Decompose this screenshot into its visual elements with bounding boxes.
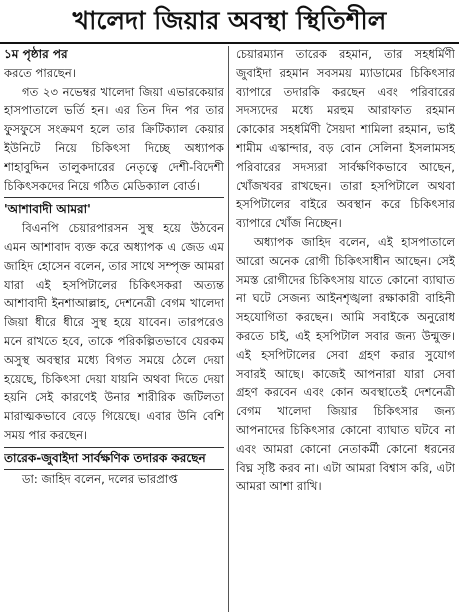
- article-paragraph: ডা: জাহিদ বলেন, দলের ভারপ্রাপ্ত: [22, 471, 178, 486]
- article-paragraph: বিএনপি চেয়ারপারসন সুস্থ হয়ে উঠবেন এমন আশাবাদ ব্যক্ত করে অধ্যাপক এ জেড এম জাহিদ হোসেন বলেন, তার সাথে সম্পৃক্ত আমরা যারা এই হসপিটালের চিকিৎসকরা অত্যন্ত আশাবাদী ইনশাআল্লাহ, দেশনেত্রী বেগম খালেদা জিয়া ধীরে ধীরে সুস্থ হয়ে যাবেন। তারপরেও মনে রাখতে হবে, তাকে পরিকল্পিতভাবে যেরকম অসুস্থ অবস্থার মধ্যে বিগত সময়ে ঠেলে দেয়া হয়েছে, চিকিৎসা দেয়া যায়নি অথবা দিতে দেয়া হয়নি সেই কারণেই উনার শারীরিক জটিলতা মারাত্মকভাবে বেড়ে গিয়েছে। এবার উনি বেশি সময় পার করছেন।: [4, 221, 224, 442]
- continued-label: ১ম পৃষ্ঠার পর: [4, 47, 68, 61]
- article-paragraph: চেয়ারম্যান তারেক রহমান, তার সহধর্মিণী জুবাইদা রহমান সবসময় ম্যাডামের চিকিৎসার ব্যাপারে তদারকি করছেন এবং পরিবারের সদস্যদের মধ্যে মরহুম আরাফাত রহমান কোকোর সহধর্মিণী সৈয়দা শামিলা রহমান, ভাই শামীম এস্কান্দার, বড় বোন সেলিনা ইসলামসহ পরিবারের সদস্যরা সার্বক্ষণিকভাবে আছেন, খোঁজখবর রাখছেন। তারা হসপিটালে অথবা হসপিটালের বাইরে অবস্থান করে চিকিৎসার ব্যাপারে খোঁজ নিচ্ছেন।: [236, 47, 455, 231]
- left-column: [4, 45, 224, 613]
- subheading: তারেক-জুবাইদা সার্বক্ষণিক তদারক করছেন: [4, 447, 224, 470]
- subheading: 'আশাবাদী আমরা': [4, 197, 224, 219]
- article-paragraph: করতে পারছেন।: [4, 65, 76, 80]
- headline: খালেদা জিয়ার অবস্থা স্থিতিশীল: [72, 6, 387, 35]
- right-column: [236, 45, 455, 613]
- article-paragraph: অধ্যাপক জাহিদ বলেন, এই হাসপাতালে আরো অনেক রোগী চিকিৎসাধীন আছেন। সেই সমস্ত রোগীদের চিকিৎসায় যাতে কোনো ব্যাঘাত না ঘটে সেজন্য আইনশৃঙ্খলা রক্ষাকারী বাহিনী সহযোগিতা করছেন। আমি সবাইকে অনুরোধ করতে চাই, এই হসপিটাল সবার জন্য উন্মুক্ত। এই হসপিটালের সেবা গ্রহণ করার সুযোগ সবারই আছে। কাজেই আপনারা যারা সেবা গ্রহণ করবেন এবং কোন অবস্থাতেই দেশনেত্রী বেগম খালেদা জিয়ার চিকিৎসার জন্য আপনাদের চিকিৎসার কোনো ব্যাঘাত ঘটবে না এবং আমরা কোনো নেতাকর্মী কোনো ধরনের বিঘ্ন সৃষ্টি করব না। এটা আমরা বিশ্বাস করি, এটা আমরা আশা রাখি।: [236, 234, 455, 494]
- headline-rule: [0, 42, 459, 44]
- column-divider: [228, 46, 229, 612]
- article-paragraph: গত ২৩ নভেম্বর খালেদা জিয়া এভারকেয়ার হাসপাতালে ভর্তি হন। এর তিন দিন পর তার ফুসফুসে সংক্রমণ হলে তার ক্রিটিক্যাল কেয়ার ইউনিটে নিয়ে চিকিৎসা দিচ্ছে অধ্যাপক শাহাবুদ্দিন তালুকদারের নেতৃত্বে দেশী-বিদেশী চিকিৎসকদের নিয়ে গঠিত মেডিক্যাল বোর্ড।: [4, 84, 224, 193]
